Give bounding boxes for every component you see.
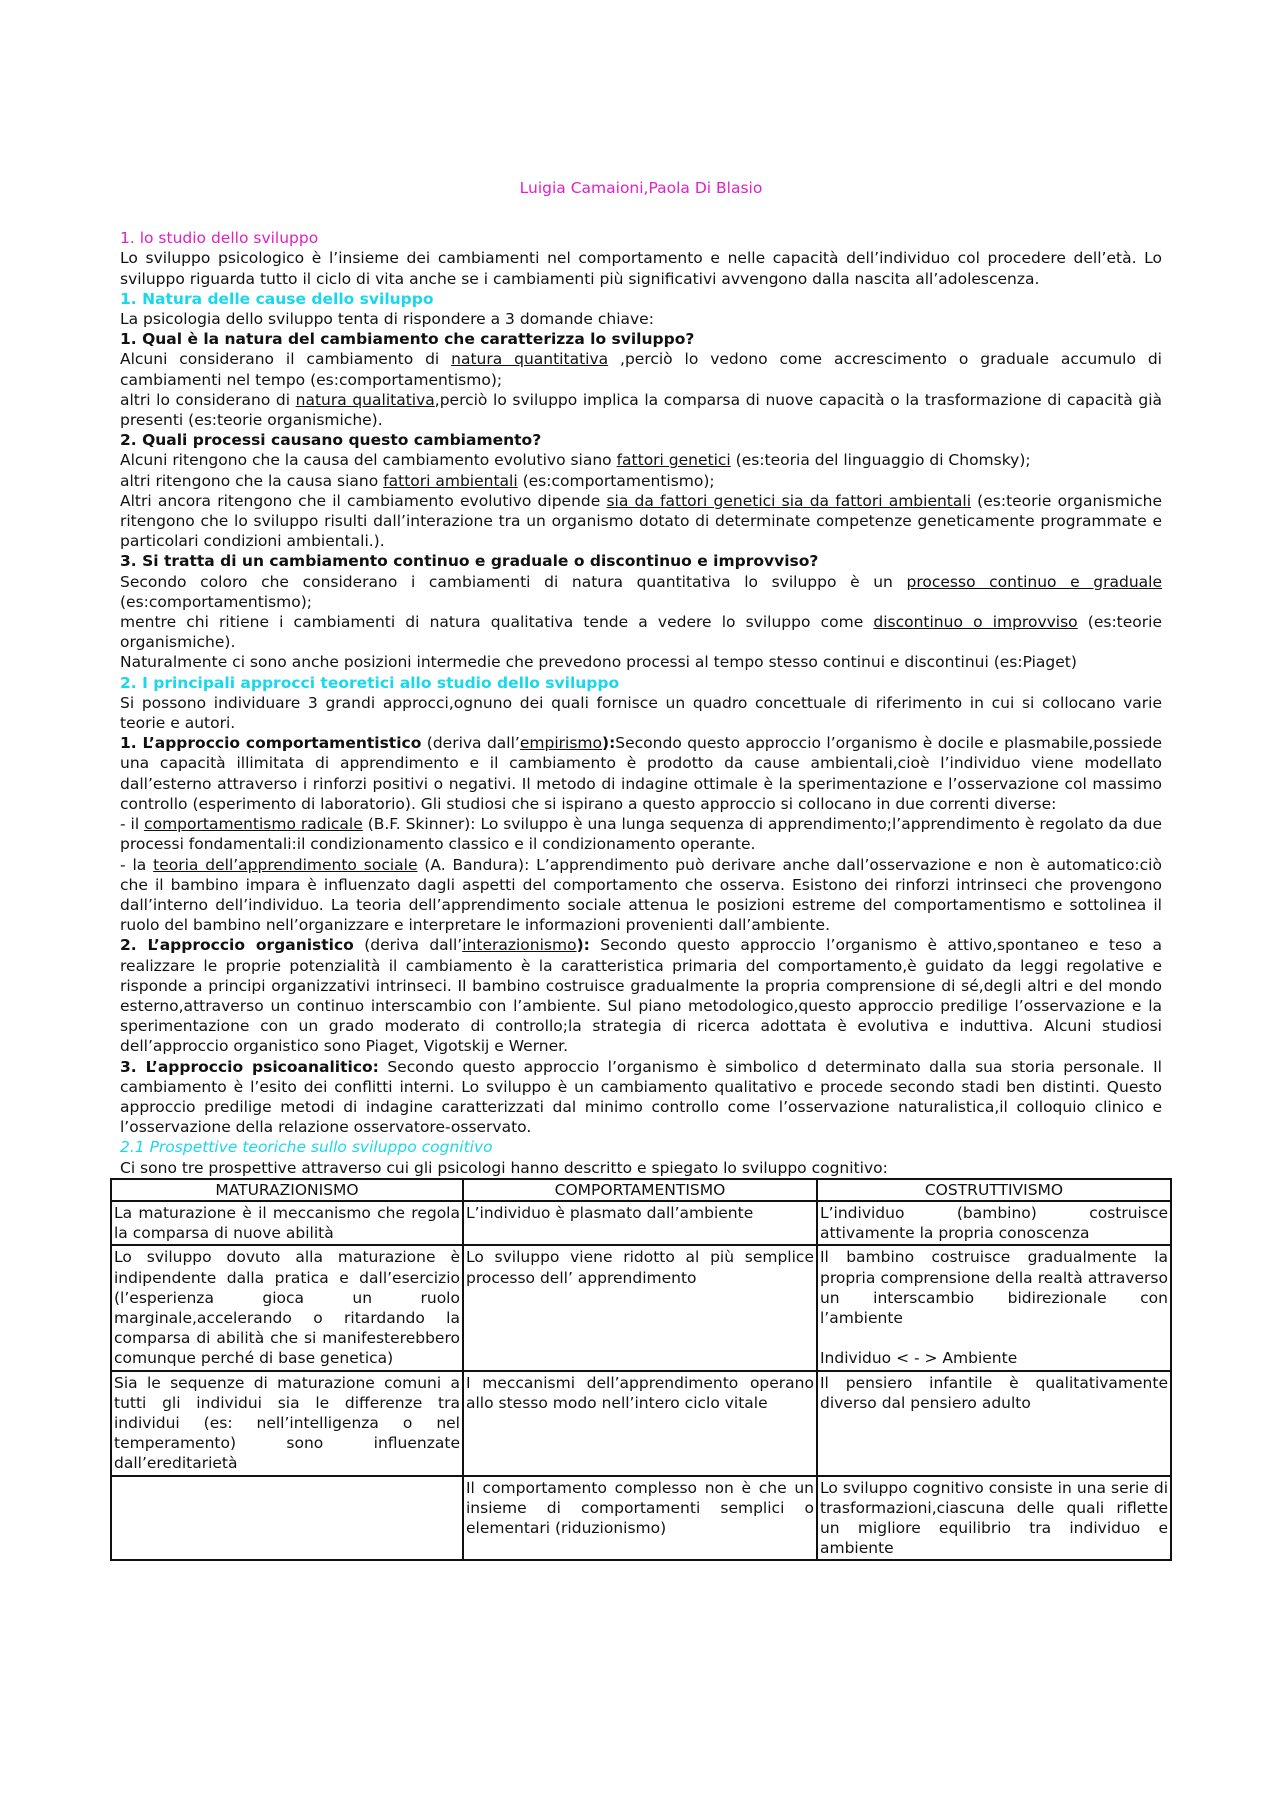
table-cell bbox=[817, 1245, 1171, 1370]
table-row bbox=[111, 1371, 1171, 1476]
table-cell: La maturazione è il meccanismo che regola la comparsa di nuove abilità bbox=[111, 1201, 463, 1245]
table-cell: I meccanismi dell’apprendimento operano allo stesso modo nell’intero ciclo vitale bbox=[463, 1371, 817, 1476]
paragraph: Alcuni considerano il cambiamento di natura quantitativa ,perciò lo vedono come accrescimento o graduale accumulo di cambiamenti nel tempo (es:comportamentismo); bbox=[120, 350, 1162, 389]
table-row bbox=[111, 1201, 1171, 1245]
paragraph: altri ritengono che la causa siano fattori ambientali (es:comportamentismo); bbox=[120, 471, 715, 490]
paragraph: - la teoria dell’apprendimento sociale (A. Bandura): L’apprendimento può derivare anche dall’osservazione e non è automatico:ciò che il bambino impara è influenzato dagli aspetti del comportamento che osserva. Esistono dei rinforzi intrinseci che provengono dall’interno dell’individuo. La teoria dell’apprendimento sociale attenua le posizioni estreme del comportamentismo e sottolinea il ruolo del bambino nell’organizzare e interpretare le informazioni provenienti dall’ambiente. bbox=[120, 855, 1162, 935]
page-title: Luigia Camaioni,Paola Di Blasio bbox=[519, 179, 763, 197]
table-header-cell: COSTRUTTIVISMO bbox=[817, 1179, 1171, 1201]
comparison-table bbox=[110, 1178, 1172, 1562]
subsection-intro: Ci sono tre prospettive attraverso cui gli psicologi hanno descritto e spiegato lo sviluppo cognitivo: bbox=[120, 1158, 888, 1177]
table-row bbox=[111, 1245, 1171, 1370]
question-title: 1. Qual è la natura del cambiamento che caratterizza lo sviluppo? bbox=[120, 330, 695, 349]
table-cell: Lo sviluppo dovuto alla maturazione è indipendente dalla pratica e dall’esercizio (l’esperienza gioca un ruolo marginale,accelerando o ritardando la comparsa di abilità che si manifesterebbero comunque perché di base genetica) bbox=[111, 1245, 463, 1370]
table-header-row bbox=[111, 1179, 1171, 1201]
table-cell: L’individuo (bambino) costruisce attivamente la propria conoscenza bbox=[817, 1201, 1171, 1245]
table-cell: Il pensiero infantile è qualitativamente diverso dal pensiero adulto bbox=[817, 1371, 1171, 1476]
approach-paragraph: 1. L’approccio comportamentistico (deriva dall’empirismo):Secondo questo approccio l’organismo è docile e plasmabile,possiede una capacità illimitata di apprendimento e il cambiamento è prodotto da cause ambientali,cioè l’individuo viene modellato dall’esterno attraverso i rinforzi positivi o negativi. Il metodo di indagine ottimale è la sperimentazione e l’osservazione col massimo controllo (esperimento di laboratorio). Gli studiosi che si ispirano a questo approccio si collocano in due correnti diverse: bbox=[120, 734, 1162, 813]
paragraph: Altri ancora ritengono che il cambiamento evolutivo dipende sia da fattori genetici sia da fattori ambientali (es:teorie organismiche ritengono che lo sviluppo risulti dall’interazione tra un organismo dotato di determinate competenze geneticamente programmate e particolari condizioni ambientali.). bbox=[120, 491, 1162, 551]
question-title: 3. Si tratta di un cambiamento continuo e graduale o discontinuo e improvviso? bbox=[120, 552, 819, 571]
question-title: 2. Quali processi causano questo cambiamento? bbox=[120, 431, 542, 450]
table-cell: Lo sviluppo viene ridotto al più semplice processo dell’ apprendimento bbox=[463, 1245, 817, 1370]
document-page bbox=[114, 178, 1168, 1561]
table-row bbox=[111, 1476, 1171, 1561]
paragraph: Naturalmente ci sono anche posizioni intermedie che prevedono processi al tempo stesso continui e discontinui (es:Piaget) bbox=[120, 653, 1077, 672]
table-header-cell: COMPORTAMENTISMO bbox=[463, 1179, 817, 1201]
paragraph: mentre chi ritiene i cambiamenti di natura qualitativa tende a vedere lo sviluppo come discontinuo o improvviso (es:teorie organismiche). bbox=[120, 613, 1162, 652]
table-header-cell: MATURAZIONISMO bbox=[111, 1179, 463, 1201]
paragraph: Secondo coloro che considerano i cambiamenti di natura quantitativa lo sviluppo è un processo continuo e graduale (es:comportamentismo); bbox=[120, 572, 1162, 611]
paragraph: altri lo considerano di natura qualitativa,perciò lo sviluppo implica la comparsa di nuove capacità o la trasformazione di capacità già presenti (es:teorie organismiche). bbox=[120, 390, 1163, 430]
subsection-heading: 1. Natura delle cause dello sviluppo bbox=[120, 289, 434, 308]
table-cell-text: Il bambino costruisce gradualmente la propria comprensione della realtà attraverso un interscambio bidirezionale con l’ambiente bbox=[819, 1248, 1168, 1327]
subsection-heading: 2. I principali approcci teoretici allo studio dello sviluppo bbox=[120, 673, 620, 692]
table-cell-text: Individuo < - > Ambiente bbox=[819, 1349, 1018, 1368]
paragraph: Alcuni ritengono che la causa del cambiamento evolutivo siano fattori genetici (es:teoria del linguaggio di Chomsky); bbox=[120, 451, 1031, 470]
subsection-intro: La psicologia dello sviluppo tenta di rispondere a 3 domande chiave: bbox=[120, 310, 654, 329]
paragraph: - il comportamentismo radicale (B.F. Skinner): Lo sviluppo è una lunga sequenza di apprendimento;l’apprendimento è regolato da due processi fondamentali:il condizionamento classico e il condizionamento operante. bbox=[120, 815, 1163, 854]
table-cell: Lo sviluppo cognitivo consiste in una serie di trasformazioni,ciascuna delle quali riflette un migliore equilibrio tra individuo e ambiente bbox=[817, 1476, 1171, 1561]
table-cell: Sia le sequenze di maturazione comuni a tutti gli individui sia le differenze tra individui (es: nell’intelligenza o nel temperamento) sono influenzate dall’ereditarietà bbox=[111, 1371, 463, 1476]
table-cell: L’individuo è plasmato dall’ambiente bbox=[463, 1201, 817, 1245]
subsection-intro: Si possono individuare 3 grandi approcci,ognuno dei quali fornisce un quadro concettuale di riferimento in cui si collocano varie teorie e autori. bbox=[120, 693, 1162, 733]
approach-paragraph: 3. L’approccio psicoanalitico: Secondo questo approccio l’organismo è simbolico d determinato dalla sua storia personale. Il cambiamento è l’esito dei conflitti interni. Lo sviluppo è un cambiamento qualitativo e procede secondo stadi ben distinti. Questo approccio predilige metodi di indagine caratterizzati dal minimo controllo come l’osservazione naturalistica,il colloquio clinico e l’osservazione della relazione osservatore-osservato. bbox=[120, 1057, 1162, 1137]
section-intro: Lo sviluppo psicologico è l’insieme dei cambiamenti nel comportamento e nelle capacità dell’individuo col procedere dell’età. Lo sviluppo riguarda tutto il ciclo di vita anche se i cambiamenti più significativi avvengono dalla nascita all’adolescenza. bbox=[120, 249, 1162, 288]
subsection-heading: 2.1 Prospettive teoriche sullo sviluppo cognitivo bbox=[120, 1138, 493, 1157]
table-cell bbox=[111, 1476, 463, 1561]
section-heading: 1. lo studio dello sviluppo bbox=[120, 229, 319, 248]
approach-paragraph: 2. L’approccio organistico (deriva dall’interazionismo): Secondo questo approccio l’organismo è attivo,spontaneo e teso a realizzare le proprie potenzialità il cambiamento è la caratteristica primaria del comportamento,è guidato da leggi regolative e risponde a principi organizzativi intrinseci. Il bambino costruisce gradualmente la propria comprensione di sé,degli altri e del mondo esterno,attraverso un continuo interscambio con l’ambiente. Sul piano metodologico,questo approccio predilige l’osservazione e la sperimentazione con un grado moderato di controllo;la strategia di ricerca adottata è evolutiva e induttiva. Alcuni studiosi dell’approccio organistico sono Piaget, Vigotskij e Werner. bbox=[120, 936, 1162, 1056]
table-cell: Il comportamento complesso non è che un insieme di comportamenti semplici o elementari (riduzionismo) bbox=[463, 1476, 817, 1561]
